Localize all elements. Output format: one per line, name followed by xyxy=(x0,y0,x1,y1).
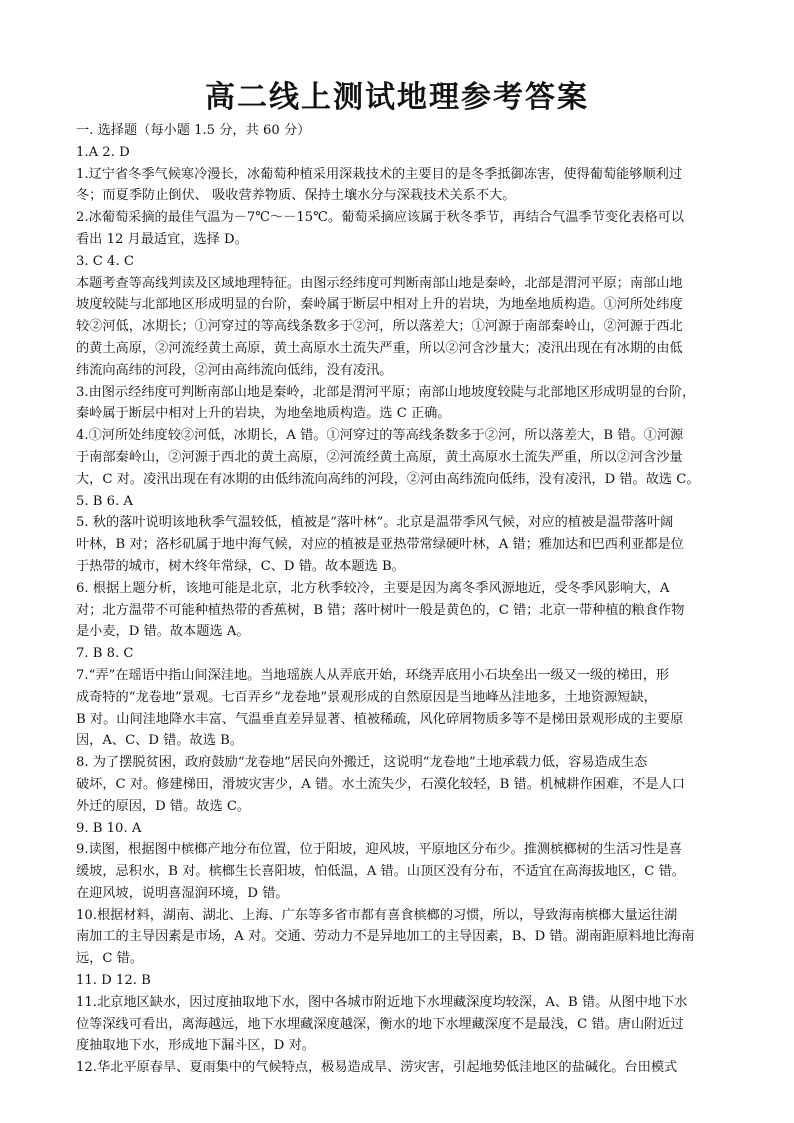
document-title: 高二线上测试地理参考答案 xyxy=(205,80,589,115)
text-line: 秦岭属于断层中相对上升的岩块，为地垒地质构造。选 C 正确。 xyxy=(76,406,451,422)
text-line: 一. 选择题（每小题 1.5 分，共 60 分） xyxy=(76,123,311,138)
text-line: 6. 根据上题分析，该地可能是北京，北方秋季较冷，主要是因为离冬季风源地近，受冬季风影响大，A xyxy=(76,580,670,596)
text-line: 7.“弄”在瑶语中指山间深洼地。当地瑶族人从弄底开始，环绕弄底用小石块垒出一级又一级的梯田，形 xyxy=(76,667,670,683)
text-line: 9.读图，根据图中槟榔产地分布位置，位于阳坡，迎风坡，平原地区分布少。推测槟榔树的生活习性是喜 xyxy=(76,842,683,858)
text-line: 5. B 6. A xyxy=(76,493,133,509)
text-line: 1.辽宁省冬季气候寒冷漫长，冰葡萄种植采用深栽技术的主要目的是冬季抵御冻害，使得葡萄能够顺利过 xyxy=(76,166,683,182)
text-line: 大，C 对。凌汛出现在有冰期的由低纬流向高纬的河段，②河由高纬流向低纬，没有凌汛，D 错。故选 C。 xyxy=(76,471,700,487)
text-line: B 对。山间洼地降水丰富、气温垂直差异显著、植被稀疏，风化碎屑物质多等不是梯田景观形成的主要原 xyxy=(76,711,684,727)
text-line: 是小麦，D 错。故本题选 A。 xyxy=(76,624,250,640)
text-line: 破坏，C 对。修建梯田，滑坡灾害少，A 错。水土流失少，石漠化较轻，B 错。机械耕作困难，不是人口 xyxy=(76,776,685,792)
text-line: 的黄土高原，②河流经黄土高原，黄土高原水土流失严重，所以②河含沙量大；凌汛出现在有冰期的由低 xyxy=(76,340,683,356)
text-line: 9. B 10. A xyxy=(76,820,142,836)
text-line: 12.华北平原春旱、夏雨集中的气候特点，极易造成旱、涝灾害，引起地势低洼地区的盐碱化。台田模式 xyxy=(76,1060,678,1076)
text-line: 3.由图示经纬度可判断南部山地是秦岭，北部是渭河平原；南部山地坡度较陡与北部地区形成明显的台阶， xyxy=(76,384,696,400)
text-line: 南加工的主导因素是市场，A 对。交通、劳动力不是异地加工的主导因素，B、D 错。湖南距原料地比海南 xyxy=(76,929,695,945)
text-line: 于南部秦岭山，②河源于西北的黄土高原，②河流经黄土高原，黄土高原水土流失严重，所以②河含沙量 xyxy=(76,449,683,465)
text-line: 在迎风坡，说明喜湿润环境，D 错。 xyxy=(76,885,289,901)
text-line: 11.北京地区缺水，因过度抽取地下水，图中各城市附近地下水埋藏深度均较深，A、B 错。从图中地下水 xyxy=(76,994,688,1010)
text-line: 纬流向高纬的河段，②河由高纬流向低纬，没有凌汛。 xyxy=(76,362,393,378)
text-line: 7. B 8. C xyxy=(76,646,134,662)
text-line: 叶林，B 对；洛杉矶属于地中海气候，对应的植被是亚热带常绿硬叶林，A 错；雅加达和巴西利亚都是位 xyxy=(76,537,684,553)
text-line: 远，C 错。 xyxy=(76,951,144,967)
text-line: 3. C 4. C xyxy=(76,253,134,269)
text-line: 坡度较陡与北部地区形成明显的台阶，秦岭属于断层中相对上升的岩块，为地垒地质构造。①河所处纬度 xyxy=(76,297,683,313)
text-line: 位等深线可看出，离海越远，地下水埋藏深度越深，衡水的地下水埋藏深度不是最浅，C 错。唐山附近过 xyxy=(76,1016,684,1032)
text-line: 外迁的原因，D 错。故选 C。 xyxy=(76,798,251,814)
text-line: 因，A、C、D 错。故选 B。 xyxy=(76,733,243,749)
text-line: 10.根据材料，湖南、湖北、上海、广东等多省市都有喜食槟榔的习惯，所以，导致海南槟榔大量运往湖 xyxy=(76,907,678,923)
answer-body xyxy=(76,120,724,1079)
text-line: 2.冰葡萄采摘的最佳气温为－7℃～－15℃。葡萄采摘应该属于秋冬季节，再结合气温季节变化表格可以 xyxy=(76,210,684,226)
text-line: 4.①河所处纬度较②河低，冰期长，A 错。①河穿过的等高线条数多于②河，所以落差大，B 错。①河源 xyxy=(76,428,684,444)
text-line: 8. 为了摆脱贫困，政府鼓励“龙卷地”居民向外搬迁，这说明“龙卷地”土地承载力低，容易造成生态 xyxy=(76,755,648,771)
text-line: 冬；而夏季防止倒伏、 吸收营养物质、保持土壤水分与深栽技术关系不大。 xyxy=(76,188,516,204)
text-line: 5. 秋的落叶说明该地秋季气温较低，植被是“落叶林”。北京是温带季风气候，对应的植被是温带落叶阔 xyxy=(76,515,674,531)
text-line: 较②河低，冰期长；①河穿过的等高线条数多于②河，所以落差大；①河源于南部秦岭山，②河源于西北 xyxy=(76,319,683,335)
text-line: 度抽取地下水，形成地下漏斗区，D 对。 xyxy=(76,1038,315,1054)
text-line: 本题考查等高线判读及区域地理特征。由图示经纬度可判断南部山地是秦岭，北部是渭河平原；南部山地 xyxy=(76,275,683,291)
text-line: 看出 12 月最适宜，选择 D。 xyxy=(76,231,248,247)
text-line: 对；北方温带不可能种植热带的香蕉树，B 错；落叶树叶一般是黄色的，C 错；北京一带种植的粮食作物 xyxy=(76,602,685,618)
text-line: 11. D 12. B xyxy=(76,973,151,989)
text-line: 成奇特的“龙卷地”景观。七百弄乡“龙卷地”景观形成的自然原因是当地峰丛洼地多，土地资源短缺， xyxy=(76,689,657,705)
text-line: 缓坡，忌积水，B 对。槟榔生长喜阳坡，怕低温，A 错。山顶区没有分布，不适宜在高海拔地区，C 错。 xyxy=(76,864,685,880)
text-line: 于热带的城市，树木终年常绿，C、D 错。故本题选 B。 xyxy=(76,558,405,574)
text-line: 1.A 2. D xyxy=(76,144,130,160)
